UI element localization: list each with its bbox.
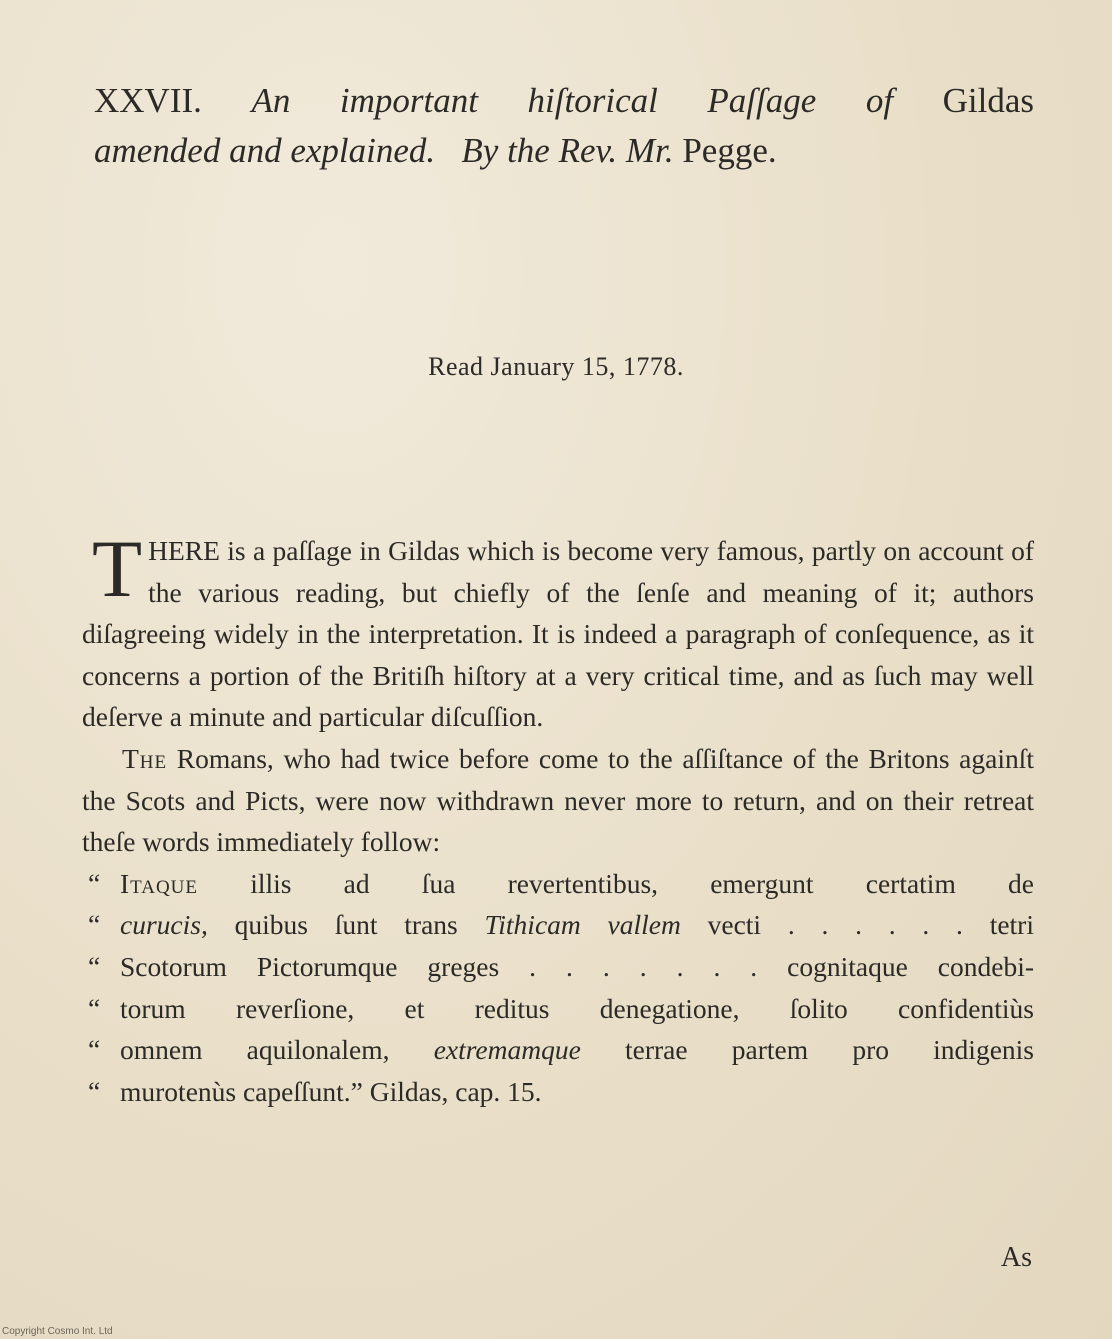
quote-line: “ Scotorum Pictorumque greges . . . . . . . cognitaque condebi- xyxy=(88,950,1034,982)
quote-line: “ torum reverſione, et reditus denegatione, ſolito confidentiùs xyxy=(88,992,1034,1024)
paragraph-2 xyxy=(82,738,1034,863)
drop-cap: T xyxy=(92,523,143,614)
copyright-watermark: Copyright Cosmo Int. Ltd xyxy=(2,1326,113,1337)
title-italic-2: amended and explained. xyxy=(94,131,436,170)
paragraph-1-lead: HERE xyxy=(148,535,220,566)
quote-line: “ curucis, quibus ſunt trans Tithicam vallem vecti . . . . . . tetri xyxy=(88,909,1034,941)
quote-text: terrae partem pro indigenis xyxy=(580,1034,1034,1066)
quote-italic: extremamque xyxy=(433,1034,581,1066)
paragraph-2-text: Romans, who had twice before come to the aſſiſtance of the Britons againſt the Scots and Picts, were now withdrawn never more to return, and on their retreat theſe words immediately follow: xyxy=(82,742,1034,858)
title-name-gildas: Gildas xyxy=(942,81,1035,120)
quote-text: murotenùs capeſſunt.” Gildas, cap. 15. xyxy=(120,1075,542,1107)
article-number: XXVII. xyxy=(94,81,202,120)
read-date: Read January 15, 1778. xyxy=(428,352,684,381)
latin-quotation xyxy=(82,863,1034,1113)
quote-text: omnem aquilonalem, xyxy=(120,1034,434,1066)
article-title xyxy=(94,76,1034,176)
quote-line: “ Itaque illis ad ſua revertentibus, emergunt certatim de xyxy=(88,867,1034,899)
quote-line: “ murotenùs capeſſunt.” Gildas, cap. 15. xyxy=(88,1075,542,1107)
quote-line: “ omnem aquilonalem, extremamque terrae partem pro indigenis xyxy=(88,1034,1034,1066)
quote-text: Scotorum Pictorumque greges . . . . . . . cognitaque condebi- xyxy=(120,950,1034,982)
quote-text: quibus ſunt trans xyxy=(207,909,485,941)
author-name: Pegge. xyxy=(682,131,777,170)
title-line-1 xyxy=(94,76,1034,126)
title-italic-3: By the Rev. Mr. xyxy=(461,131,674,170)
quote-text: torum reverſione, et reditus denegatione, ſolito confidentiùs xyxy=(120,992,1034,1024)
quote-italic: Tithicam vallem xyxy=(484,909,681,941)
title-italic-1: An important hiſtorical Paſſage of xyxy=(251,81,894,120)
title-line-2 xyxy=(94,126,1034,176)
paragraph-1-text: is a paſſage in Gildas which is become very famous, partly on account of the various reading, but chiefly of the ſenſe and meaning of it; authors diſagreeing widely in the interpretation. It is indeed a paragraph of conſequence, as it concerns a portion of the Britiſh hiſtory at a very critical time, and as ſuch may well deſerve a minute and particular diſcuſſion. xyxy=(82,535,1034,733)
body-text xyxy=(82,523,1034,1112)
paragraph-1 xyxy=(82,523,1034,738)
quote-italic: curucis, xyxy=(120,909,208,941)
paragraph-2-lead: The xyxy=(122,742,168,774)
quote-lead: Itaque xyxy=(120,867,199,899)
quote-text: illis ad ſua revertentibus, emergunt certatim de xyxy=(198,867,1034,899)
catchword: As xyxy=(1000,1242,1032,1273)
quote-text: vecti . . . . . . tetri xyxy=(680,909,1034,941)
